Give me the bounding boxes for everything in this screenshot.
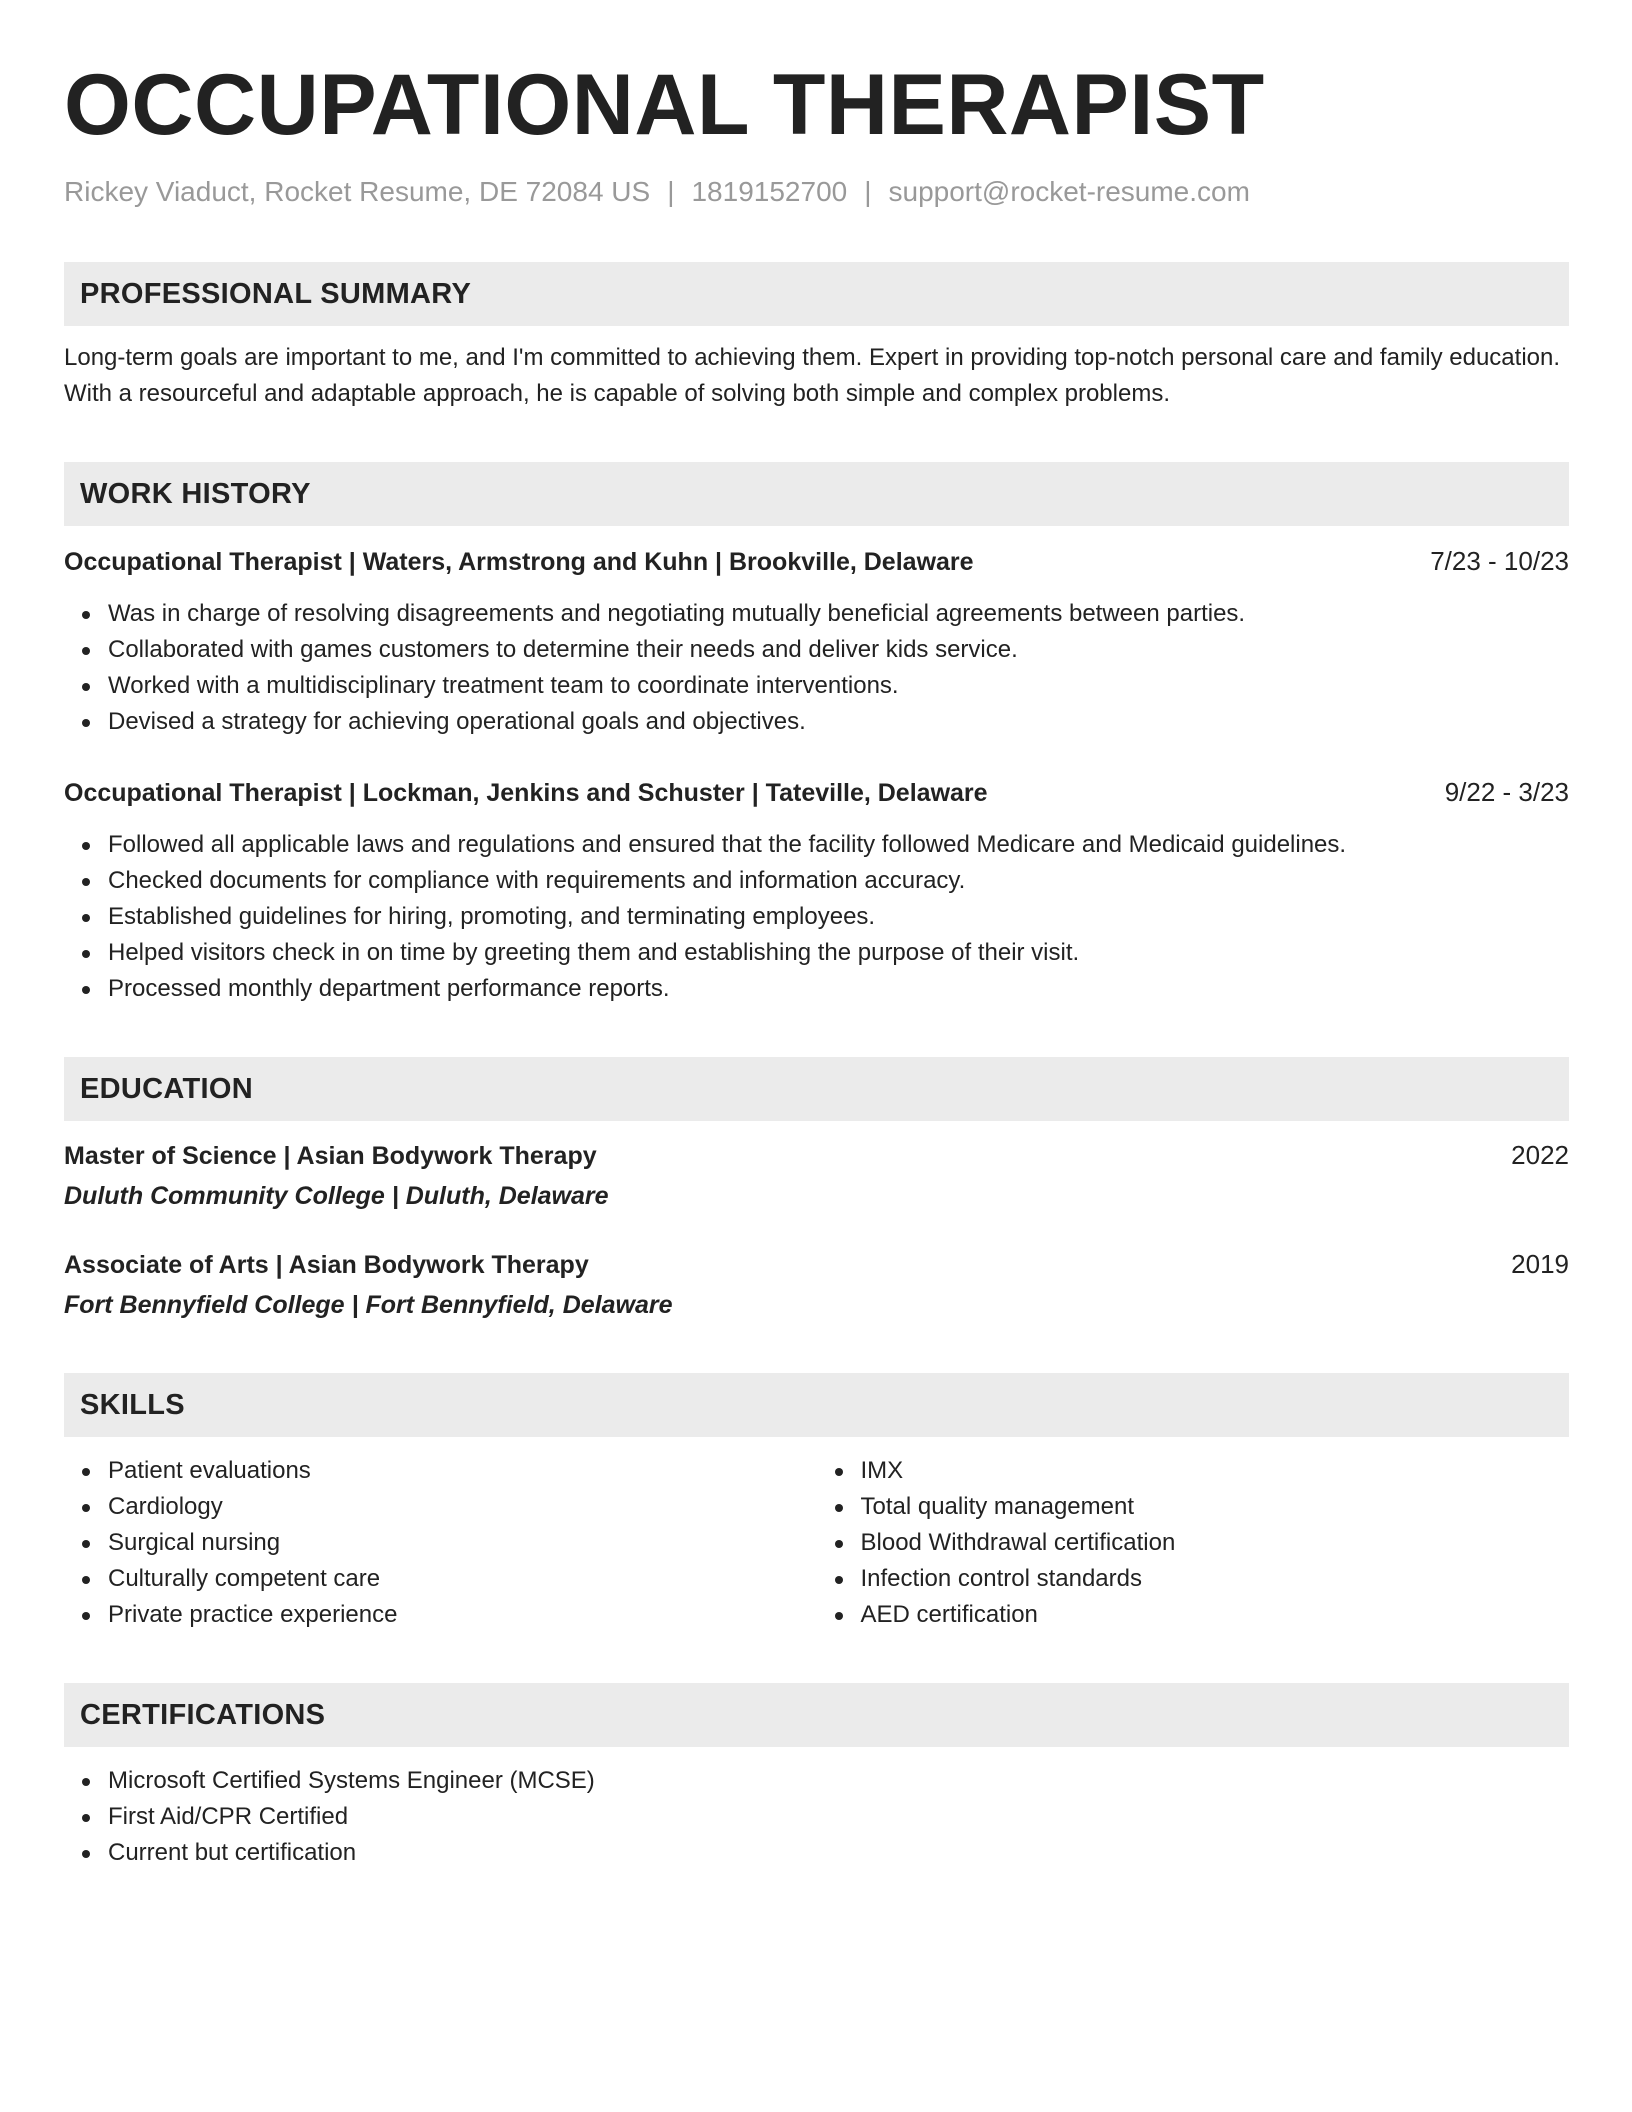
skill-item: Blood Withdrawal certification (861, 1525, 1570, 1561)
section-heading-certifications: CERTIFICATIONS (64, 1683, 1569, 1747)
section-work-history (64, 462, 1569, 1007)
contact-phone: 1819152700 (691, 176, 848, 207)
education-year: 2022 (1511, 1140, 1569, 1170)
job-bullets (64, 596, 1569, 740)
job-bullet: Devised a strategy for achieving operational goals and objectives. (108, 704, 1569, 740)
education-entry (64, 1246, 1569, 1323)
job-bullet: Processed monthly department performance reports. (108, 971, 1569, 1007)
section-certifications (64, 1683, 1569, 1871)
certification-item: First Aid/CPR Certified (108, 1799, 1569, 1835)
education-year: 2019 (1511, 1249, 1569, 1279)
job-bullet: Was in charge of resolving disagreements and negotiating mutually beneficial agreements between parties. (108, 596, 1569, 632)
skill-item: AED certification (861, 1597, 1570, 1633)
education-degree: Associate of Arts | Asian Bodywork Therapy (64, 1251, 589, 1279)
job-title: Occupational Therapist | Lockman, Jenkins and Schuster | Tateville, Delaware (64, 779, 988, 807)
skill-item: Surgical nursing (108, 1525, 817, 1561)
section-summary (64, 262, 1569, 412)
education-school: Fort Bennyfield College | Fort Bennyfield, Delaware (64, 1291, 673, 1319)
skill-item: IMX (861, 1453, 1570, 1489)
section-education (64, 1057, 1569, 1323)
skills-column-left (64, 1453, 817, 1633)
contact-email: support@rocket-resume.com (888, 176, 1250, 207)
skill-item: Patient evaluations (108, 1453, 817, 1489)
skills-grid (64, 1453, 1569, 1633)
job-entry (64, 543, 1569, 740)
skills-column-right (817, 1453, 1570, 1633)
section-heading-education: EDUCATION (64, 1057, 1569, 1121)
certification-item: Current but certification (108, 1835, 1569, 1871)
skill-item: Private practice experience (108, 1597, 817, 1633)
education-school: Duluth Community College | Duluth, Delaware (64, 1182, 609, 1210)
job-dates: 7/23 - 10/23 (1430, 546, 1569, 576)
job-title: Occupational Therapist | Waters, Armstrong and Kuhn | Brookville, Delaware (64, 548, 974, 576)
section-heading-summary: PROFESSIONAL SUMMARY (64, 262, 1569, 326)
job-bullet: Followed all applicable laws and regulations and ensured that the facility followed Medicare and Medicaid guidelines. (108, 827, 1569, 863)
job-entry (64, 774, 1569, 1007)
certification-item: Microsoft Certified Systems Engineer (MCSE) (108, 1763, 1569, 1799)
summary-text: Long-term goals are important to me, and I'm committed to achieving them. Expert in providing top-notch personal care and family education. With a resourceful and adaptable approach, he is capable of solving both simple and complex problems. (64, 344, 1561, 407)
contact-separator: | (864, 176, 872, 207)
contact-address: Rickey Viaduct, Rocket Resume, DE 72084 US (64, 176, 651, 207)
job-bullet: Worked with a multidisciplinary treatment team to coordinate interventions. (108, 668, 1569, 704)
section-skills (64, 1373, 1569, 1633)
section-heading-skills: SKILLS (64, 1373, 1569, 1437)
job-bullet: Collaborated with games customers to determine their needs and deliver kids service. (108, 632, 1569, 668)
job-bullet: Established guidelines for hiring, promoting, and terminating employees. (108, 899, 1569, 935)
job-bullets (64, 827, 1569, 1007)
skill-item: Culturally competent care (108, 1561, 817, 1597)
contact-separator: | (667, 176, 675, 207)
skill-item: Infection control standards (861, 1561, 1570, 1597)
education-entry (64, 1137, 1569, 1214)
resume-title: OCCUPATIONAL THERAPIST (64, 57, 1265, 153)
job-bullet: Helped visitors check in on time by greeting them and establishing the purpose of their visit. (108, 935, 1569, 971)
skill-item: Cardiology (108, 1489, 817, 1525)
section-heading-work: WORK HISTORY (64, 462, 1569, 526)
education-degree: Master of Science | Asian Bodywork Therapy (64, 1142, 597, 1170)
certification-list (64, 1763, 1569, 1871)
skill-item: Total quality management (861, 1489, 1570, 1525)
job-dates: 9/22 - 3/23 (1444, 777, 1569, 807)
contact-line (64, 175, 1569, 209)
job-bullet: Checked documents for compliance with requirements and information accuracy. (108, 863, 1569, 899)
